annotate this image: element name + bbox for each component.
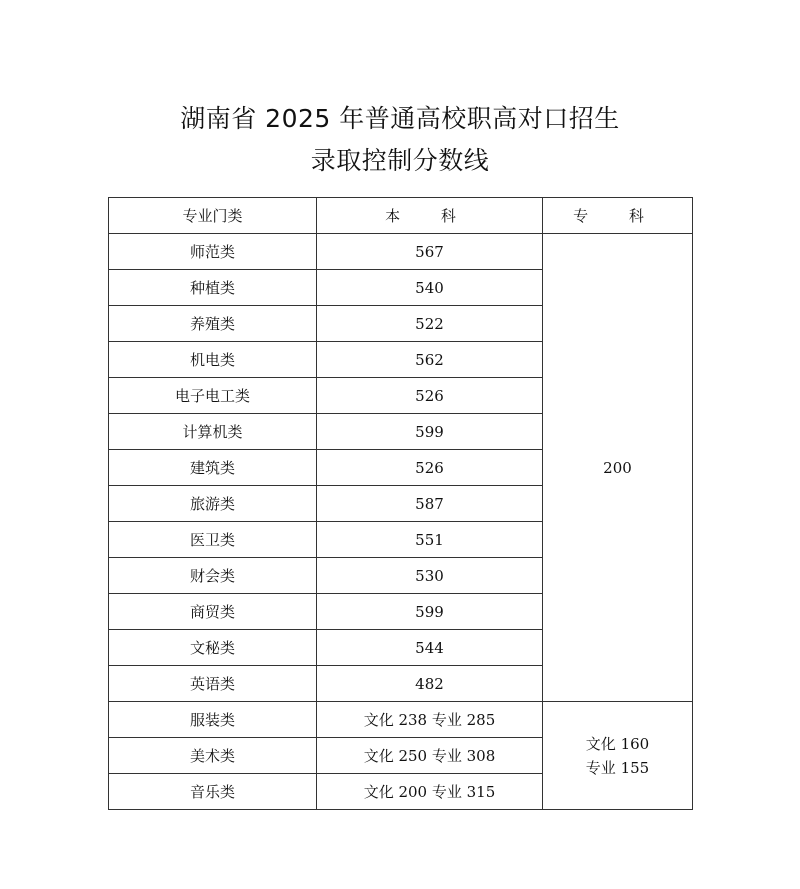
table-row xyxy=(109,702,693,738)
category-cell: 美术类 xyxy=(109,738,317,774)
category-cell: 种植类 xyxy=(109,270,317,306)
associate-score-group2 xyxy=(543,702,693,810)
score-table xyxy=(108,197,693,810)
table-header-row xyxy=(109,198,693,234)
header-bachelor: 本 科 xyxy=(317,198,543,234)
associate-culture-score: 文化 160 xyxy=(585,734,650,753)
bachelor-score-cell: 599 xyxy=(317,414,543,450)
bachelor-score-cell: 562 xyxy=(317,342,543,378)
bachelor-score-cell: 526 xyxy=(317,378,543,414)
bachelor-score-cell: 530 xyxy=(317,558,543,594)
bachelor-score-cell: 文化 250 专业 308 xyxy=(317,738,543,774)
category-cell: 英语类 xyxy=(109,666,317,702)
category-cell: 财会类 xyxy=(109,558,317,594)
bachelor-score-cell: 文化 200 专业 315 xyxy=(317,774,543,810)
associate-major-score: 专业 155 xyxy=(585,758,650,777)
category-cell: 养殖类 xyxy=(109,306,317,342)
bachelor-score-cell: 567 xyxy=(317,234,543,270)
bachelor-score-cell: 540 xyxy=(317,270,543,306)
associate-score-group1: 200 xyxy=(543,234,693,702)
category-cell: 师范类 xyxy=(109,234,317,270)
bachelor-score-cell: 551 xyxy=(317,522,543,558)
bachelor-score-cell: 526 xyxy=(317,450,543,486)
header-category: 专业门类 xyxy=(109,198,317,234)
bachelor-score-cell: 587 xyxy=(317,486,543,522)
category-cell: 音乐类 xyxy=(109,774,317,810)
category-cell: 机电类 xyxy=(109,342,317,378)
bachelor-score-cell: 文化 238 专业 285 xyxy=(317,702,543,738)
category-cell: 建筑类 xyxy=(109,450,317,486)
bachelor-score-cell: 544 xyxy=(317,630,543,666)
table-row xyxy=(109,234,693,270)
category-cell: 文秘类 xyxy=(109,630,317,666)
bachelor-score-cell: 482 xyxy=(317,666,543,702)
bachelor-score-cell: 599 xyxy=(317,594,543,630)
header-associate: 专 科 xyxy=(543,198,693,234)
category-cell: 计算机类 xyxy=(109,414,317,450)
category-cell: 电子电工类 xyxy=(109,378,317,414)
page-title-line1: 湖南省 2025 年普通高校职高对口招生 xyxy=(180,104,620,133)
category-cell: 服装类 xyxy=(109,702,317,738)
page-title-line2: 录取控制分数线 xyxy=(310,146,490,175)
category-cell: 旅游类 xyxy=(109,486,317,522)
bachelor-score-cell: 522 xyxy=(317,306,543,342)
category-cell: 商贸类 xyxy=(109,594,317,630)
category-cell: 医卫类 xyxy=(109,522,317,558)
